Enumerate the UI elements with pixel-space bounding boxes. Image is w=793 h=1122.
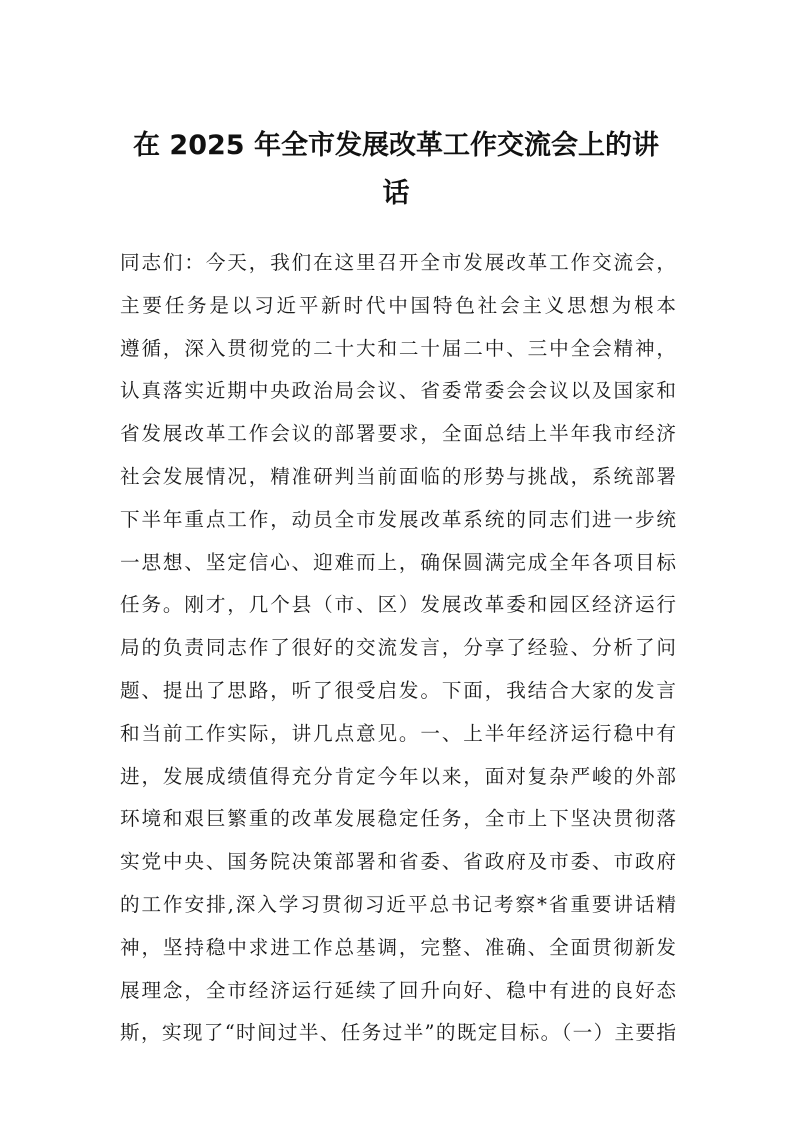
body-line: 一思想、坚定信心、迎难而上，确保圆满完成全年各项目标 — [120, 550, 676, 574]
body-line: 任务。刚才，几个县（市、区）发展改革委和园区经济运行 — [120, 593, 676, 617]
title-line-1: 在 2025 年全市发展改革工作交流会上的讲 — [133, 130, 659, 161]
body-line: 局的负责同志作了很好的交流发言，分享了经验、分析了问 — [120, 636, 676, 660]
body-line: 省发展改革工作会议的部署要求，全面总结上半年我市经济 — [120, 422, 676, 446]
body-line: 遵循，深入贯彻党的二十大和二十届二中、三中全会精神， — [120, 336, 676, 360]
body-line: 下半年重点工作，动员全市发展改革系统的同志们进一步统 — [120, 507, 676, 531]
body-line: 主要任务是以习近平新时代中国特色社会主义思想为根本 — [120, 293, 676, 317]
body-line: 斯，实现了“时间过半、任务过半”的既定目标。（一）主要指 — [120, 1021, 676, 1045]
body-line: 同志们：今天，我们在这里召开全市发展改革工作交流会， — [120, 251, 676, 274]
body-line: 环境和艰巨繁重的改革发展稳定任务，全市上下坚决贯彻落 — [120, 807, 676, 831]
title-line-2: 话 — [382, 178, 410, 209]
body-line: 的工作安排,深入学习贯彻习近平总书记考察*省重要讲话精 — [120, 892, 676, 916]
document-body — [120, 242, 700, 1055]
document-title — [112, 122, 680, 218]
body-line: 神，坚持稳中求进工作总基调，完整、准确、全面贯彻新发 — [120, 935, 676, 959]
body-line: 实党中央、国务院决策部署和省委、省政府及市委、市政府 — [120, 850, 676, 874]
body-line: 认真落实近期中央政治局会议、省委常委会会议以及国家和 — [120, 379, 676, 403]
body-line: 展理念，全市经济运行延续了回升向好、稳中有进的良好态 — [120, 978, 676, 1002]
body-line: 社会发展情况，精准研判当前面临的形势与挑战，系统部署 — [120, 464, 676, 488]
body-line: 进，发展成绩值得充分肯定今年以来，面对复杂严峻的外部 — [120, 764, 676, 788]
body-line: 题、提出了思路，听了很受启发。下面，我结合大家的发言 — [120, 678, 676, 702]
body-line: 和当前工作实际，讲几点意见。一、上半年经济运行稳中有 — [120, 721, 676, 745]
